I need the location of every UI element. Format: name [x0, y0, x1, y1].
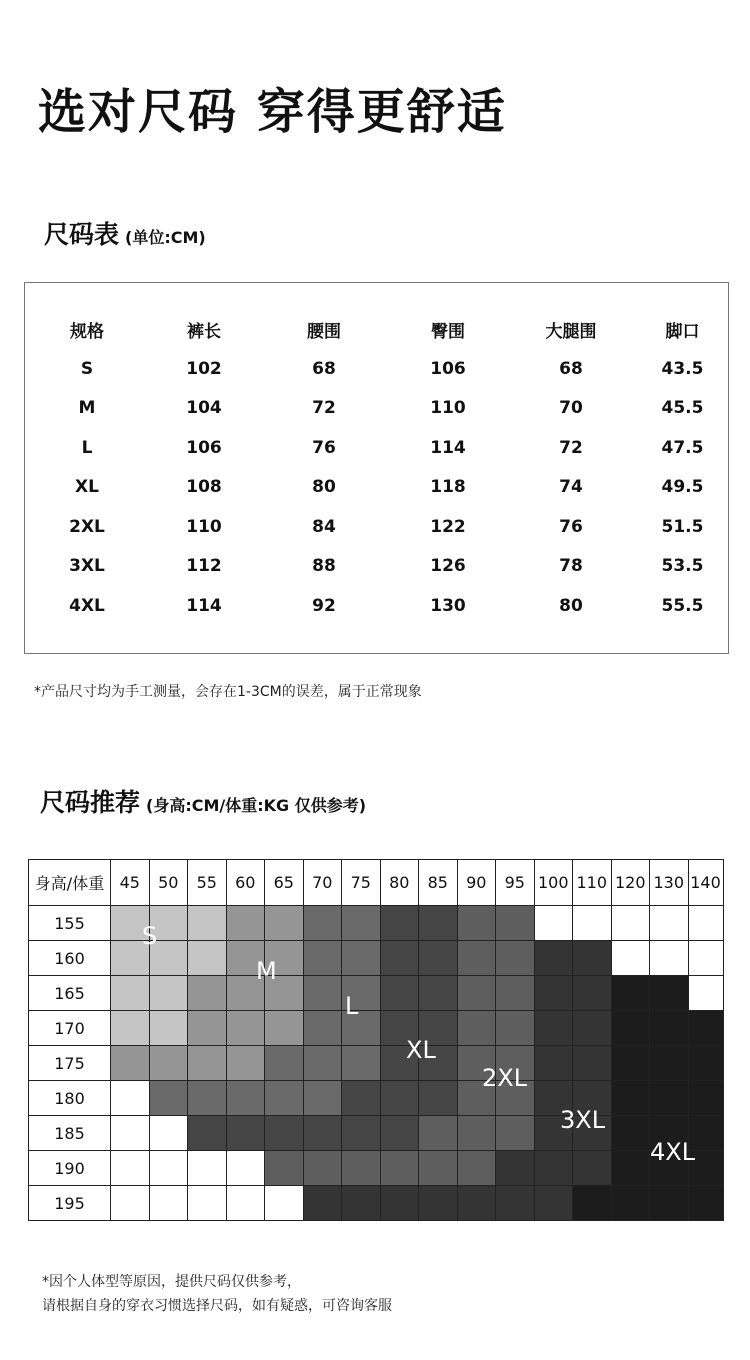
- height-label: 165: [29, 976, 111, 1011]
- size-zone-cell: [303, 1081, 342, 1116]
- size-value: 78: [559, 556, 583, 577]
- weight-header-row: [29, 860, 724, 906]
- size-zone-cell: [611, 976, 650, 1011]
- size-value: 118: [430, 477, 466, 498]
- size-label: S: [80, 358, 94, 379]
- size-value: 68: [312, 358, 336, 379]
- size-zone-cell: [611, 1151, 650, 1186]
- size-zone-cell: [534, 941, 573, 976]
- size-zone-label: 4XL: [650, 1138, 696, 1166]
- weight-header: 60: [226, 860, 265, 906]
- size-recommendation-grid: [28, 859, 724, 1221]
- size-zone-cell: [573, 941, 612, 976]
- size-zone-cell: [688, 906, 723, 941]
- size-zone-cell: [650, 1011, 689, 1046]
- size-chart-title-text: 尺码表: [44, 220, 120, 249]
- height-label: 195: [29, 1186, 111, 1221]
- size-zone-cell: [650, 906, 689, 941]
- weight-header: 80: [380, 860, 419, 906]
- height-row: [29, 1011, 724, 1046]
- size-chart-header: 规格: [70, 321, 104, 342]
- size-zone-cell: [188, 1011, 227, 1046]
- size-chart-row: [25, 468, 730, 508]
- size-label: 3XL: [69, 556, 105, 577]
- size-zone-cell: [419, 941, 458, 976]
- weight-header: 120: [611, 860, 650, 906]
- size-zone-cell: [303, 1116, 342, 1151]
- size-zone-cell: [342, 1081, 381, 1116]
- size-zone-cell: [149, 1116, 188, 1151]
- size-zone-cell: [188, 1046, 227, 1081]
- size-zone-cell: [342, 1151, 381, 1186]
- weight-header: 50: [149, 860, 188, 906]
- page-headline: 选对尺码 穿得更舒适: [38, 84, 507, 140]
- size-zone-cell: [534, 1011, 573, 1046]
- size-zone-cell: [650, 1046, 689, 1081]
- size-zone-cell: [342, 941, 381, 976]
- size-zone-cell: [111, 1046, 150, 1081]
- size-zone-cell: [573, 1186, 612, 1221]
- size-value: 43.5: [661, 358, 704, 379]
- size-zone-cell: [303, 1186, 342, 1221]
- size-zone-cell: [419, 1081, 458, 1116]
- size-value: 80: [312, 477, 336, 498]
- size-zone-cell: [457, 906, 496, 941]
- recommendation-title-text: 尺码推荐: [40, 788, 141, 817]
- weight-header: 75: [342, 860, 381, 906]
- height-label: 175: [29, 1046, 111, 1081]
- size-value: 72: [559, 437, 583, 458]
- size-zone-cell: [650, 1186, 689, 1221]
- size-chart-title: [44, 218, 206, 255]
- size-zone-cell: [342, 1046, 381, 1081]
- weight-header: 100: [534, 860, 573, 906]
- size-zone-cell: [111, 976, 150, 1011]
- corner-label: 身高/体重: [29, 860, 111, 906]
- size-zone-cell: [226, 1011, 265, 1046]
- size-zone-cell: [496, 1116, 535, 1151]
- size-zone-cell: [688, 1046, 723, 1081]
- size-value: 47.5: [661, 437, 704, 458]
- size-value: 104: [186, 398, 222, 419]
- size-zone-cell: [688, 1186, 723, 1221]
- size-value: 51.5: [661, 516, 704, 537]
- size-zone-cell: [457, 976, 496, 1011]
- size-zone-cell: [226, 1081, 265, 1116]
- height-row: [29, 906, 724, 941]
- size-value: 102: [186, 358, 222, 379]
- size-zone-cell: [611, 906, 650, 941]
- size-zone-cell: [342, 906, 381, 941]
- size-zone-cell: [650, 1081, 689, 1116]
- size-zone-cell: [457, 941, 496, 976]
- size-value: 110: [186, 516, 222, 537]
- recommendation-title: [40, 786, 366, 823]
- size-zone-cell: [573, 976, 612, 1011]
- size-zone-cell: [149, 1011, 188, 1046]
- height-label: 155: [29, 906, 111, 941]
- size-zone-cell: [226, 1186, 265, 1221]
- size-value: 45.5: [661, 398, 704, 419]
- size-zone-cell: [496, 906, 535, 941]
- size-value: 112: [186, 556, 222, 577]
- size-zone-cell: [265, 1151, 304, 1186]
- height-label: 170: [29, 1011, 111, 1046]
- size-zone-cell: [611, 941, 650, 976]
- size-zone-cell: [611, 1046, 650, 1081]
- size-chart-unit: (单位:CM): [125, 228, 206, 247]
- size-zone-cell: [265, 1186, 304, 1221]
- size-zone-cell: [496, 976, 535, 1011]
- size-zone-cell: [342, 1116, 381, 1151]
- size-zone-cell: [688, 976, 723, 1011]
- size-zone-cell: [573, 1011, 612, 1046]
- size-zone-cell: [496, 1151, 535, 1186]
- size-zone-cell: [188, 1116, 227, 1151]
- size-chart-header-row: [25, 309, 730, 349]
- size-zone-cell: [419, 976, 458, 1011]
- weight-header: 140: [688, 860, 723, 906]
- size-zone-cell: [688, 941, 723, 976]
- size-zone-cell: [496, 1011, 535, 1046]
- size-zone-cell: [265, 1081, 304, 1116]
- size-zone-cell: [111, 1116, 150, 1151]
- size-zone-cell: [573, 1151, 612, 1186]
- height-label: 185: [29, 1116, 111, 1151]
- size-zone-cell: [226, 1116, 265, 1151]
- size-chart-header: 臀围: [431, 321, 465, 342]
- size-zone-cell: [149, 1046, 188, 1081]
- height-row: [29, 1151, 724, 1186]
- height-row: [29, 1081, 724, 1116]
- size-chart-row: [25, 349, 730, 389]
- weight-header: 110: [573, 860, 612, 906]
- size-zone-cell: [419, 1151, 458, 1186]
- recommendation-note-line1: *因个人体型等原因，提供尺码仅供参考，: [42, 1274, 301, 1290]
- size-zone-label: S: [142, 922, 158, 950]
- size-chart-box: [24, 282, 729, 654]
- size-zone-cell: [496, 941, 535, 976]
- size-zone-cell: [380, 941, 419, 976]
- size-value: 55.5: [661, 595, 704, 616]
- weight-header: 65: [265, 860, 304, 906]
- size-zone-cell: [380, 976, 419, 1011]
- size-value: 80: [559, 595, 583, 616]
- size-zone-cell: [650, 976, 689, 1011]
- size-zone-cell: [496, 1186, 535, 1221]
- height-row: [29, 1116, 724, 1151]
- size-zone-cell: [226, 1046, 265, 1081]
- size-zone-cell: [149, 976, 188, 1011]
- weight-header: 95: [496, 860, 535, 906]
- size-zone-cell: [303, 941, 342, 976]
- size-zone-cell: [688, 1011, 723, 1046]
- size-chart-row: [25, 547, 730, 587]
- size-zone-cell: [265, 1011, 304, 1046]
- size-zone-label: 2XL: [482, 1064, 528, 1092]
- weight-header: 70: [303, 860, 342, 906]
- size-zone-cell: [534, 1151, 573, 1186]
- size-value: 126: [430, 556, 466, 577]
- size-zone-cell: [573, 906, 612, 941]
- size-zone-cell: [149, 1081, 188, 1116]
- size-zone-cell: [149, 1186, 188, 1221]
- size-value: 106: [186, 437, 222, 458]
- size-zone-cell: [534, 1186, 573, 1221]
- size-zone-cell: [111, 1011, 150, 1046]
- size-zone-cell: [188, 1151, 227, 1186]
- size-label: M: [78, 398, 96, 419]
- size-zone-cell: [611, 1116, 650, 1151]
- size-zone-label: XL: [406, 1036, 436, 1064]
- size-value: 68: [559, 358, 583, 379]
- size-value: 92: [312, 595, 336, 616]
- height-label: 180: [29, 1081, 111, 1116]
- size-zone-label: L: [345, 992, 359, 1020]
- size-zone-cell: [342, 1186, 381, 1221]
- size-zone-cell: [611, 1081, 650, 1116]
- size-zone-cell: [419, 1186, 458, 1221]
- size-label: 2XL: [69, 516, 105, 537]
- size-value: 130: [430, 595, 466, 616]
- size-label: 4XL: [69, 595, 105, 616]
- size-chart-header: 大腿围: [545, 321, 597, 342]
- weight-header: 45: [111, 860, 150, 906]
- size-zone-cell: [188, 941, 227, 976]
- size-zone-cell: [303, 906, 342, 941]
- size-value: 76: [312, 437, 336, 458]
- weight-header: 55: [188, 860, 227, 906]
- size-zone-cell: [534, 906, 573, 941]
- size-zone-cell: [573, 1046, 612, 1081]
- height-label: 190: [29, 1151, 111, 1186]
- size-zone-cell: [457, 1151, 496, 1186]
- recommendation-unit: (身高:CM/体重:KG 仅供参考): [146, 796, 367, 815]
- height-row: [29, 1186, 724, 1221]
- height-row: [29, 976, 724, 1011]
- size-zone-cell: [265, 906, 304, 941]
- size-value: 74: [559, 477, 583, 498]
- size-zone-label: M: [256, 957, 277, 985]
- size-zone-cell: [534, 1046, 573, 1081]
- weight-header: 85: [419, 860, 458, 906]
- size-label: XL: [75, 477, 99, 498]
- size-value: 88: [312, 556, 336, 577]
- size-chart-header: 脚口: [665, 321, 700, 342]
- size-zone-cell: [149, 1151, 188, 1186]
- recommendation-note-line2: 请根据自身的穿衣习惯选择尺码，如有疑惑，可咨询客服: [42, 1298, 392, 1314]
- size-zone-cell: [188, 1186, 227, 1221]
- size-label: L: [81, 437, 93, 458]
- size-zone-cell: [419, 906, 458, 941]
- size-zone-cell: [380, 1186, 419, 1221]
- size-zone-cell: [457, 1011, 496, 1046]
- size-zone-cell: [111, 1081, 150, 1116]
- size-chart-row: [25, 428, 730, 468]
- size-value: 76: [559, 516, 583, 537]
- size-zone-cell: [457, 1186, 496, 1221]
- size-value: 114: [430, 437, 466, 458]
- size-chart-table: [25, 309, 730, 626]
- size-zone-cell: [611, 1011, 650, 1046]
- size-zone-cell: [303, 976, 342, 1011]
- size-value: 106: [430, 358, 466, 379]
- size-value: 70: [559, 398, 583, 419]
- height-row: [29, 1046, 724, 1081]
- size-zone-cell: [419, 1116, 458, 1151]
- size-zone-cell: [380, 1151, 419, 1186]
- size-zone-cell: [303, 1011, 342, 1046]
- size-zone-cell: [380, 1116, 419, 1151]
- size-zone-label: 3XL: [560, 1106, 606, 1134]
- size-zone-cell: [226, 1151, 265, 1186]
- height-label: 160: [29, 941, 111, 976]
- size-zone-cell: [265, 1046, 304, 1081]
- size-value: 84: [312, 516, 336, 537]
- size-chart-row: [25, 507, 730, 547]
- size-value: 108: [186, 477, 222, 498]
- size-zone-cell: [226, 906, 265, 941]
- size-zone-cell: [303, 1151, 342, 1186]
- height-row: [29, 941, 724, 976]
- size-value: 72: [312, 398, 336, 419]
- size-zone-cell: [303, 1046, 342, 1081]
- size-zone-cell: [380, 906, 419, 941]
- size-chart-row: [25, 389, 730, 429]
- size-zone-cell: [188, 1081, 227, 1116]
- size-zone-cell: [457, 1116, 496, 1151]
- size-zone-cell: [188, 906, 227, 941]
- size-zone-cell: [265, 1116, 304, 1151]
- weight-header: 90: [457, 860, 496, 906]
- size-chart-header: 裤长: [187, 321, 221, 342]
- size-value: 110: [430, 398, 466, 419]
- size-zone-cell: [534, 976, 573, 1011]
- weight-header: 130: [650, 860, 689, 906]
- size-zone-cell: [188, 976, 227, 1011]
- size-zone-cell: [688, 1081, 723, 1116]
- size-value: 122: [430, 516, 466, 537]
- size-zone-cell: [650, 941, 689, 976]
- size-zone-cell: [380, 1081, 419, 1116]
- size-zone-cell: [111, 1151, 150, 1186]
- size-value: 49.5: [661, 477, 704, 498]
- size-chart-header: 腰围: [307, 321, 341, 342]
- size-chart-note: *产品尺寸均为手工测量，会存在1-3CM的误差，属于正常现象: [34, 684, 422, 700]
- size-chart-row: [25, 586, 730, 626]
- recommendation-note: [42, 1270, 392, 1318]
- size-zone-cell: [611, 1186, 650, 1221]
- size-zone-cell: [111, 1186, 150, 1221]
- size-value: 53.5: [661, 556, 704, 577]
- size-value: 114: [186, 595, 222, 616]
